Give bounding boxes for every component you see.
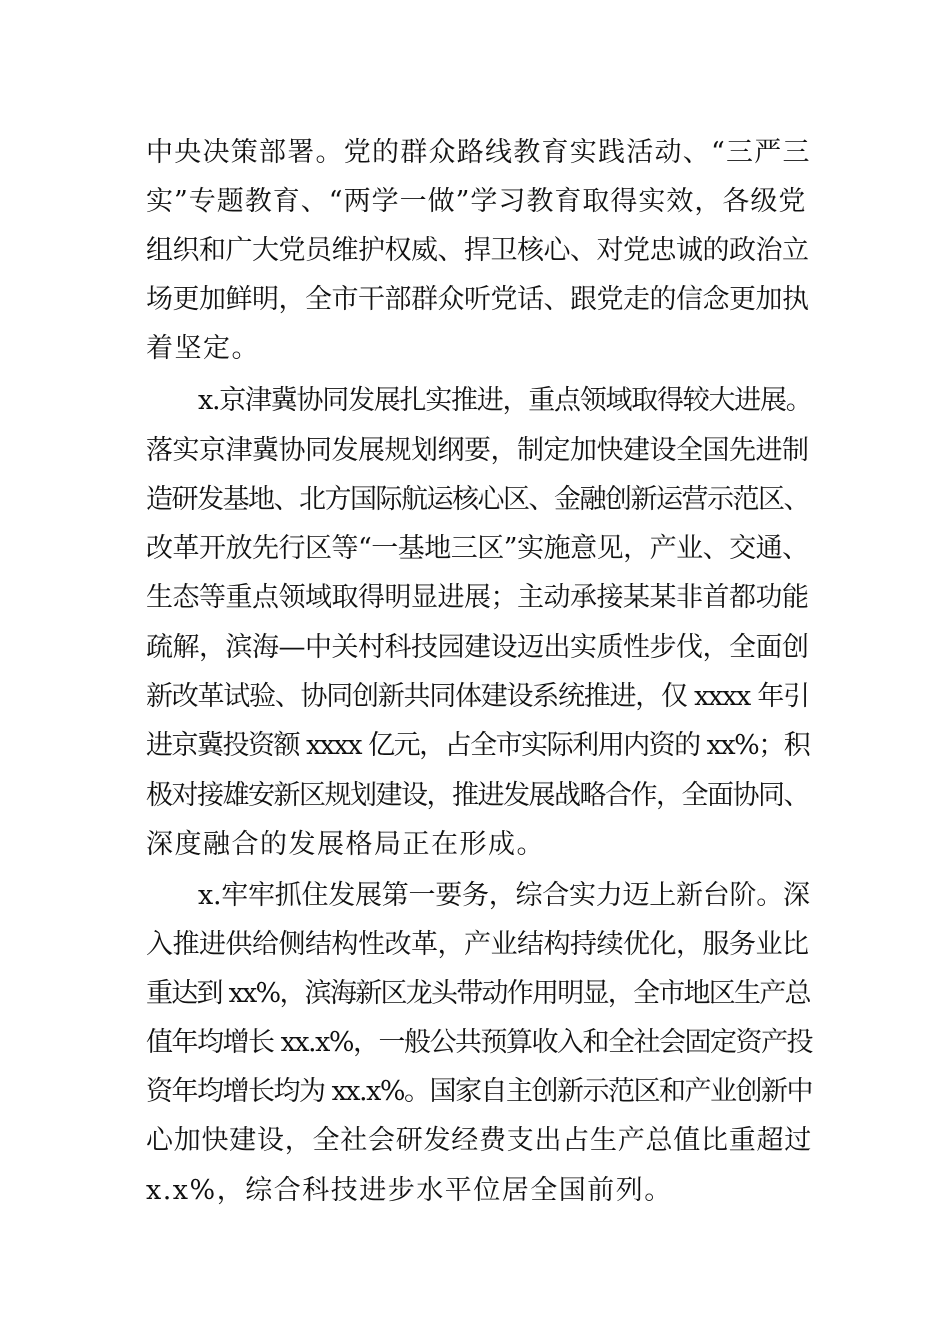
text-line-9: 改革开放先行区等“一基地三区”实施意见，产业、交通、 <box>146 533 809 564</box>
text-line-12: 新改革试验、协同创新共同体建设系统推进，仅 xxxx 年引 <box>146 681 809 712</box>
text-line-7: 落实京津冀协同发展规划纲要，制定加快建设全国先进制 <box>146 435 809 466</box>
text-line-22: x.x%，综合科技进步水平位居全国前列。 <box>146 1175 673 1206</box>
text-line-11: 疏解，滨海—中关村科技园建设迈出实质性步伐，全面创 <box>146 632 809 663</box>
text-line-4: 场更加鲜明，全市干部群众听党话、跟党走的信念更加执 <box>146 284 809 315</box>
text-line-17: 入推进供给侧结构性改革，产业结构持续优化，服务业比 <box>146 929 809 960</box>
text-line-10: 生态等重点领域取得明显进展；主动承接某某非首都功能 <box>146 582 809 613</box>
text-line-13: 进京冀投资额 xxxx 亿元，占全市实际利用内资的 xx%；积 <box>146 730 810 761</box>
text-line-1: 中央决策部署。党的群众路线教育实践活动、“三严三 <box>146 137 811 168</box>
text-line-2: 实”专题教育、“两学一做”学习教育取得实效，各级党 <box>146 186 807 217</box>
text-line-14: 极对接雄安新区规划建设，推进发展战略合作，全面协同、 <box>146 780 809 811</box>
text-line-3: 组织和广大党员维护权威、捍卫核心、对党忠诚的政治立 <box>146 235 809 266</box>
text-line-19: 值年均增长 xx.x%，一般公共预算收入和全社会固定资产投 <box>146 1027 813 1058</box>
paragraph-heading-development: x.牢牢抓住发展第一要务，综合实力迈上新台阶。深 <box>198 880 810 911</box>
text-line-5: 着坚定。 <box>146 333 260 364</box>
text-line-15: 深度融合的发展格局正在形成。 <box>146 829 545 860</box>
text-line-18: 重达到 xx%，滨海新区龙头带动作用明显，全市地区生产总 <box>146 978 810 1009</box>
text-line-21: 心加快建设，全社会研发经费支出占生产总值比重超过 <box>146 1125 812 1156</box>
paragraph-heading-jingjinji: x.京津冀协同发展扎实推进，重点领域取得较大进展。 <box>198 385 812 416</box>
text-line-8: 造研发基地、北方国际航运核心区、金融创新运营示范区、 <box>146 484 809 515</box>
text-line-20: 资年均增长均为 xx.x%。国家自主创新示范区和产业创新中 <box>146 1076 813 1107</box>
